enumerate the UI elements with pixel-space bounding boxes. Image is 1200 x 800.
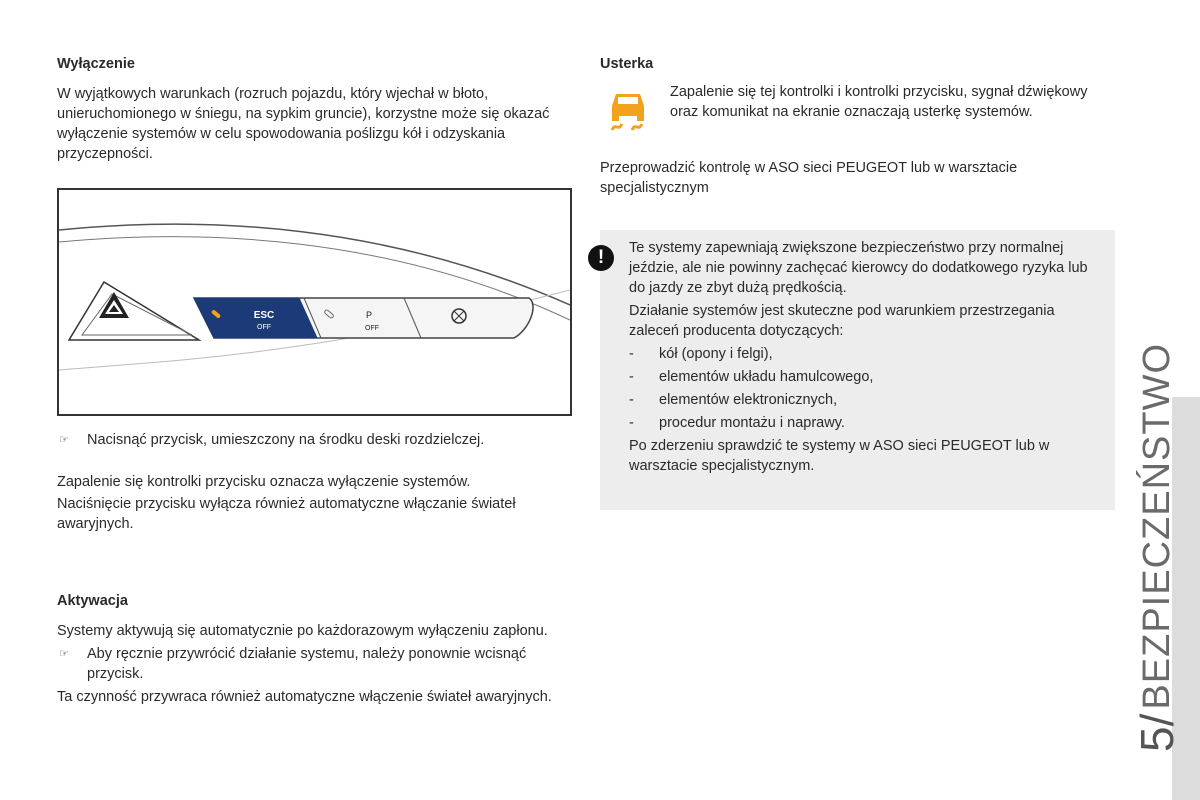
skid-car-icon: [608, 86, 648, 134]
esc-label: ESC: [253, 310, 275, 321]
warning-list-item: - procedur montażu i naprawy.: [629, 415, 845, 431]
warning-para-1: Te systemy zapewniają zwiększone bezpieczeństwo przy normalnej jeździe, ale nie powinny zachęcać kierowcy do dodatkowego ryzyka lub do jazdy ze zbyt dużą prędkością.: [629, 240, 1088, 296]
exclamation-icon: !: [588, 245, 614, 271]
dashboard-illustration: [59, 190, 570, 414]
hazard-button: [69, 282, 199, 340]
fault-indicator-row: [600, 82, 1115, 144]
fault-indicator-text: Zapalenie się tej kontrolki i kontrolki przycisku, sygnał dźwiękowy oraz komunikat na ekranie oznaczają usterkę systemów.: [670, 84, 1088, 120]
esc-off-label: OFF: [257, 324, 271, 331]
warning-list-item-text: procedur montażu i naprawy.: [659, 415, 845, 431]
disable-para-2: Naciśnięcie przycisku wyłącza również automatyczne włączanie świateł awaryjnych.: [57, 496, 516, 532]
warning-list-item: - elementów układu hamulcowego,: [629, 369, 874, 385]
disable-para-1: Zapalenie się kontrolki przycisku oznacza wyłączenie systemów.: [57, 474, 471, 490]
fault-para: Przeprowadzić kontrolę w ASO sieci PEUGEOT lub w warsztacie specjalistycznym: [600, 160, 1018, 196]
warning-list-item: - elementów elektronicznych,: [629, 392, 838, 408]
park-off-label: OFF: [365, 325, 379, 332]
disable-intro: W wyjątkowych warunkach (rozruch pojazdu, który wjechał w błoto, unieruchomionego w śniegu, na sypkim gruncie), korzystne może się okazać wyłączenie systemów w celu spowodowania poślizgu kół i odzyskania przyczepności.: [57, 86, 550, 162]
pointing-hand-icon: ☞: [59, 648, 69, 660]
activate-para-1: Systemy aktywują się automatycznie po każdorazowym wyłączeniu zapłonu.: [57, 623, 548, 639]
dashboard-figure: [57, 188, 572, 416]
chapter-title: BEZPIECZEŃSTWO: [1136, 343, 1178, 710]
park-label: P: [365, 310, 373, 320]
left-column: [57, 54, 572, 707]
section-title-activate: Aktywacja: [57, 593, 128, 609]
warning-list-item-text: elementów elektronicznych,: [659, 392, 838, 408]
warning-para-2: Działanie systemów jest skuteczne pod warunkiem przestrzegania zaleceń producenta dotyczących:: [629, 303, 1055, 339]
warning-content: [629, 238, 1105, 476]
section-title-disable: Wyłączenie: [57, 56, 135, 72]
disable-instruction-text: Nacisnąć przycisk, umieszczony na środku deski rozdzielczej.: [87, 432, 485, 448]
chapter-heading: [1131, 343, 1183, 752]
warning-list-item: - kół (opony i felgi),: [629, 346, 773, 362]
chapter-number: 5/: [1131, 713, 1183, 752]
pointing-hand-icon: ☞: [59, 434, 69, 446]
disable-instruction: [57, 430, 572, 450]
section-title-fault: Usterka: [600, 56, 654, 72]
right-column: [597, 54, 1115, 510]
warning-list-item-text: elementów układu hamulcowego,: [659, 369, 874, 385]
activate-para-2: Ta czynność przywraca również automatyczne włączenie świateł awaryjnych.: [57, 689, 552, 705]
warning-para-3: Po zderzeniu sprawdzić te systemy w ASO sieci PEUGEOT lub w warsztacie specjalistycznym.: [629, 438, 1050, 474]
warning-list-item-text: kół (opony i felgi),: [659, 346, 773, 362]
activate-instruction-text: Aby ręcznie przywrócić działanie systemu, należy ponownie wcisnąć przycisk.: [87, 646, 527, 682]
warning-box: [597, 230, 1115, 510]
activate-instruction: [57, 644, 572, 684]
